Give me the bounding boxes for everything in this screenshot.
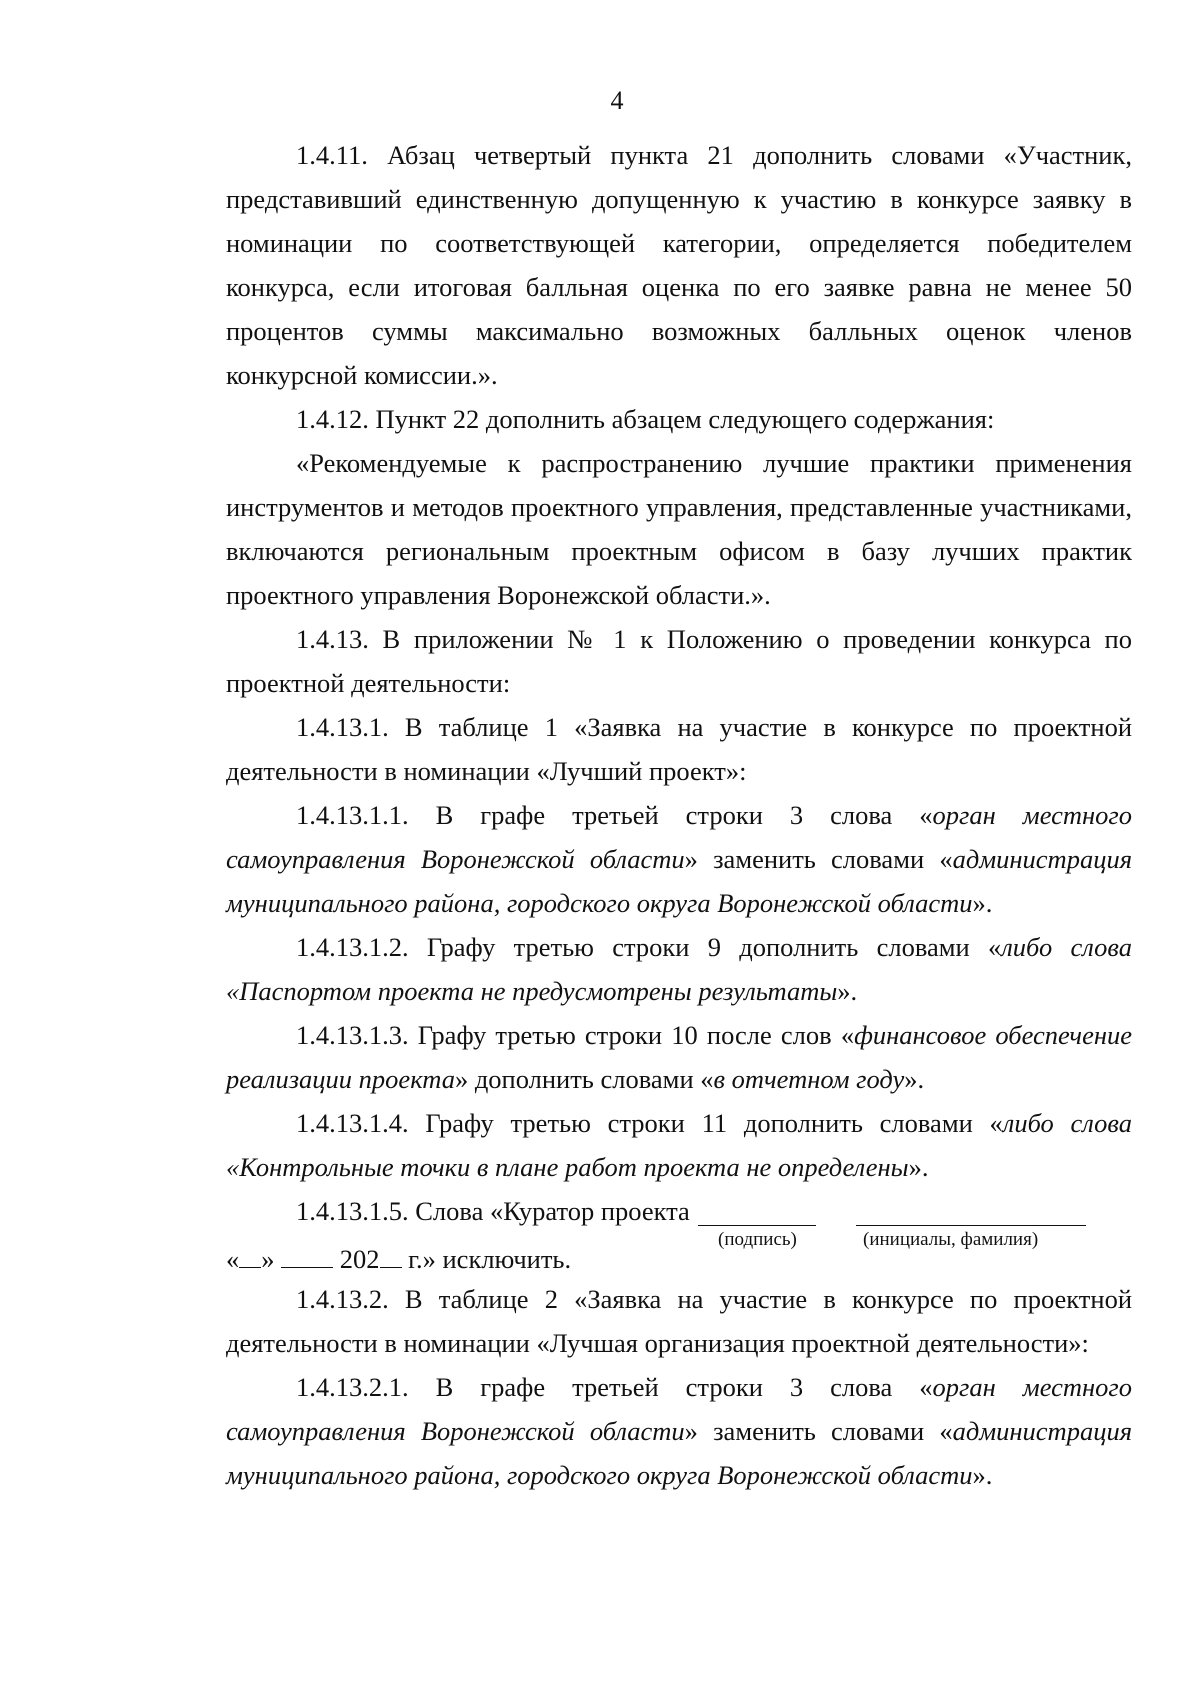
paragraph-1-4-13-1-5 (226, 1189, 1132, 1277)
name-caption: (инициалы, фамилия) (863, 1229, 1039, 1250)
page-number: 4 (610, 86, 624, 115)
paragraph-1-4-11: 1.4.11. Абзац четвертый пункта 21 дополнить словами «Участник, представивший единственную допущенную к участию в конкурсе заявку в номинации по соответствующей категории, определяется победителем конкурса, если итоговая балльная оценка по его заявке равна не менее 50 процентов суммы максимально возможных балльных оценок членов конкурсной комиссии.». (226, 140, 1132, 390)
paragraph-1-4-13: 1.4.13. В приложении № 1 к Положению о проведении конкурса по проектной деятельности: (226, 624, 1132, 698)
paragraph-1-4-13-1-3: 1.4.13.1.3. Графу третью строки 10 после слов «финансовое обеспечение реализации проекта» дополнить словами «в отчетном году». (226, 1020, 1132, 1094)
paragraph-quoted-text: «Рекомендуемые к распространению лучшие практики применения инструментов и методов проектного управления, представленные участниками, включаются региональным проектным офисом в базу лучших практик проектного управления Воронежской области.». (226, 448, 1132, 610)
curator-text: 1.4.13.1.5. Слова «Куратор проекта (296, 1196, 690, 1226)
paragraph-1-4-13-2-1: 1.4.13.2.1. В графе третьей строки 3 слова «орган местного самоуправления Воронежской области» заменить словами «администрация муниципального района, городского округа Воронежской области». (226, 1372, 1133, 1490)
paragraph-1-4-13-1: 1.4.13.1. В таблице 1 «Заявка на участие в конкурсе по проектной деятельности в номинации «Лучший проект»: (226, 712, 1132, 786)
paragraph-1-4-13-1-1: 1.4.13.1.1. В графе третьей строки 3 слова «орган местного самоуправления Воронежской области» заменить словами «администрация муниципального района, городского округа Воронежской области». (226, 800, 1133, 918)
signature-line (698, 1225, 816, 1226)
paragraph-1-4-13-1-4: 1.4.13.1.4. Графу третью строки 11 дополнить словами «либо слова «Контрольные точки в плане работ проекта не определены». (226, 1108, 1132, 1182)
date-line: « » 202 г.» исключить. (226, 1244, 572, 1274)
paragraph-1-4-13-1-2: 1.4.13.1.2. Графу третью строки 9 дополнить словами «либо слова «Паспортом проекта не предусмотрены результаты». (226, 932, 1132, 1006)
paragraph-1-4-13-2: 1.4.13.2. В таблице 2 «Заявка на участие в конкурсе по проектной деятельности в номинации «Лучшая организация проектной деятельности»: (226, 1284, 1132, 1358)
signature-caption: (подпись) (718, 1229, 797, 1250)
paragraph-1-4-12: 1.4.12. Пункт 22 дополнить абзацем следующего содержания: (296, 404, 995, 434)
name-line (856, 1225, 1086, 1226)
document-body (226, 133, 1132, 1497)
